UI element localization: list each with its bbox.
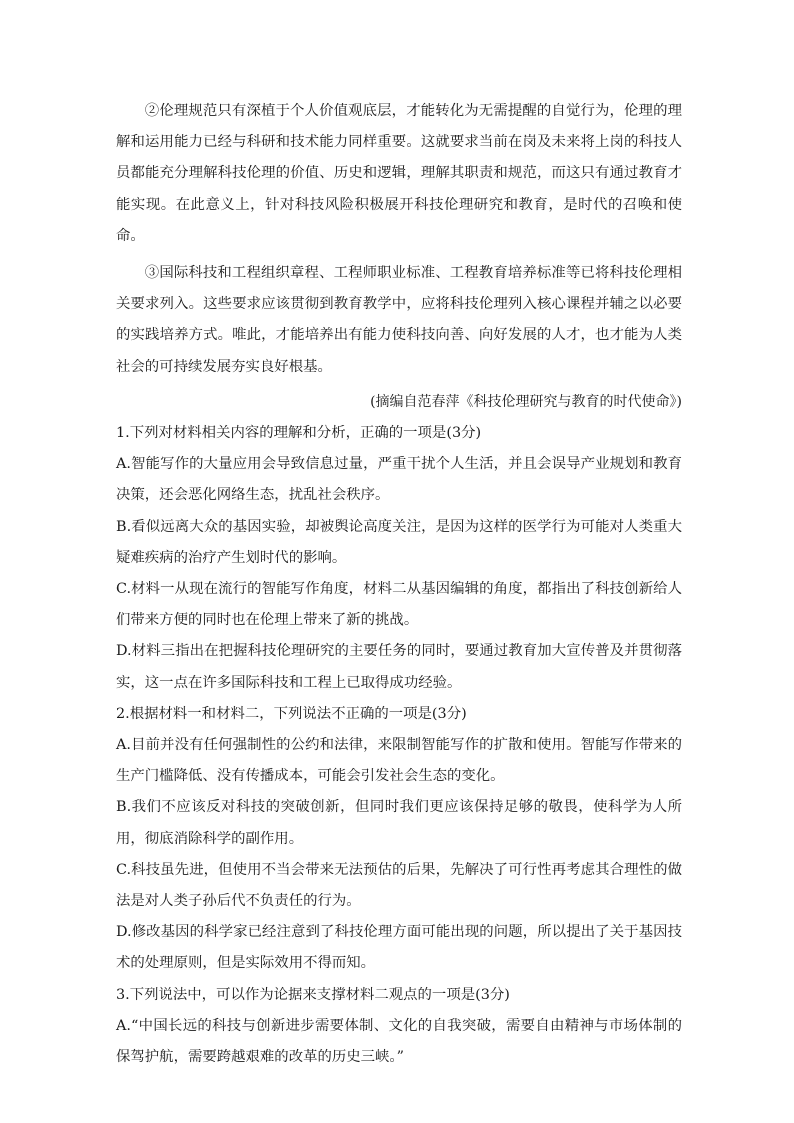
question-1 [116,418,682,699]
option-b: B.我们不应该反对科技的突破创新，但同时我们更应该保持足够的敬畏，使科学为人所用，彻底消除科学的副作用。 [116,799,682,847]
source-citation: (摘编自范春萍《科技伦理研究与教育的时代使命》) [370,393,682,410]
question-stem: 3.下列说法中，可以作为论据来支撑材料二观点的一项是(3分) [116,986,510,1003]
question-stem: 1.下列对材料相关内容的理解和分析，正确的一项是(3分) [116,425,482,442]
option-d: D.材料三指出在把握科技伦理研究的主要任务的同时，要通过教育加大宣传普及并贯彻落实，这一点在许多国际科技和工程上已取得成功经验。 [116,643,682,691]
option-a: A.“中国长远的科技与创新进步需要体制、文化的自我突破，需要自由精神与市场体制的保驾护航，需要跨越艰难的改革的历史三峡。” [116,1017,682,1066]
option-a: A.智能写作的大量应用会导致信息过量，严重干扰个人生活，并且会误导产业规划和教育决策，还会恶化网络生态，扰乱社会秩序。 [116,456,682,504]
passage-paragraph-2: ②伦理规范只有深植于个人价值观底层，才能转化为无需提醒的自觉行为，伦理的理解和运用能力已经与科研和技术能力同样重要。这就要求当前在岗及未来将上岗的科技人员都能充分理解科技伦理的价值、历史和逻辑，理解其职责和规范，而这只有通过教育才能实现。在此意义上，针对科技风险积极展开科技伦理研究和教育，是时代的召唤和使命。 [116,103,682,244]
question-3 [116,980,682,1074]
option-b: B.看似远离大众的基因实验，却被舆论高度关注，是因为这样的医学行为可能对人类重大疑难疾病的治疗产生划时代的影响。 [116,518,682,566]
option-d: D.修改基因的科学家已经注意到了科技伦理方面可能出现的问题，所以提出了关于基因技术的处理原则，但是实际效用不得而知。 [116,924,682,972]
question-stem: 2.根据材料一和材料二，下列说法不正确的一项是(3分) [116,705,467,722]
option-c: C.科技虽先进，但使用不当会带来无法预估的后果，先解决了可行性再考虑其合理性的做法是对人类子孙后代不负责任的行为。 [116,861,682,910]
option-c: C.材料一从现在流行的智能写作角度，材料二从基因编辑的角度，都指出了科技创新给人们带来方便的同时也在伦理上带来了新的挑战。 [116,581,682,629]
document-page [116,96,682,1073]
question-2 [116,699,682,980]
passage-paragraph-3: ③国际科技和工程组织章程、工程师职业标准、工程教育培养标准等已将科技伦理相关要求列入。这些要求应该贯彻到教育教学中，应将科技伦理列入核心课程并辅之以必要的实践培养方式。唯此，才能培养出有能力使科技向善、向好发展的人才，也才能为人类社会的可持续发展夯实良好根基。 [116,265,682,375]
option-a: A.目前并没有任何强制性的公约和法律，来限制智能写作的扩散和使用。智能写作带来的生产门槛降低、没有传播成本，可能会引发社会生态的变化。 [116,737,682,785]
